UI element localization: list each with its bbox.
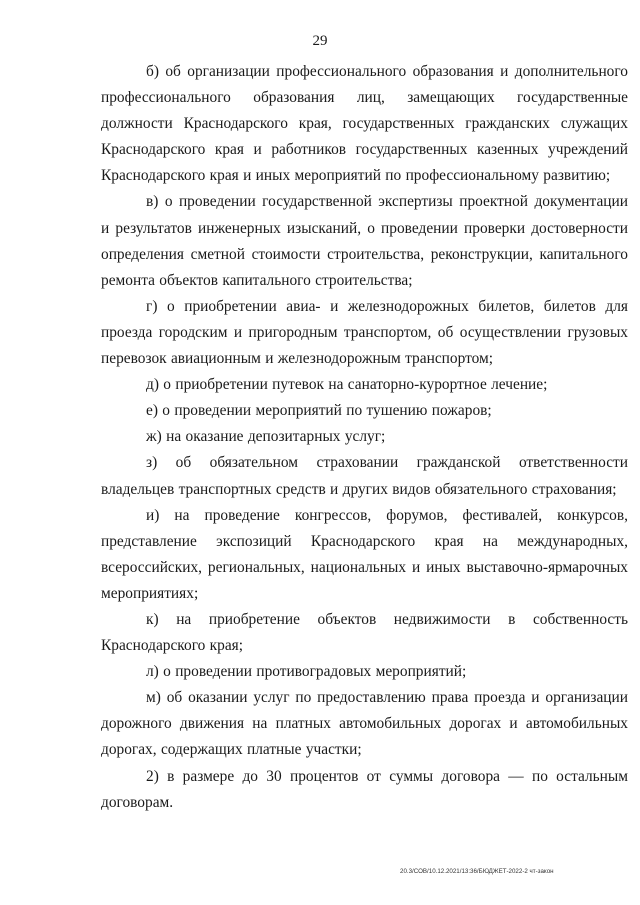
paragraph-l: л) о проведении противоградовых мероприятий; xyxy=(146,663,467,681)
paragraph-k: к) на приобретение объектов недвижимости в собственность Краснодарского края; xyxy=(101,610,628,655)
paragraph-b: б) об организации профессионального образования и дополнительного профессионального образования лиц, замещающих государственные должности Краснодарского края, государственных гражданских служащих Краснодарского края и работников государственных казенных учреждений Краснодарского края и иных мероприятий по профессиональному развитию; xyxy=(101,63,628,185)
document-body xyxy=(101,59,628,816)
footer-code: 20.3/СОВ/10.12.2021/13:36/БЮДЖЕТ-2022-2 чт-закон xyxy=(400,868,554,875)
paragraph-m: м) об оказании услуг по предоставлению права проезда и организации дорожного движения на платных автомобильных дорогах и автомобильных дорогах, содержащих платные участки; xyxy=(101,689,628,759)
page-number: 29 xyxy=(312,33,328,49)
paragraph-e: е) о проведении мероприятий по тушению пожаров; xyxy=(146,402,492,420)
paragraph-g: г) о приобретении авиа- и железнодорожных билетов, билетов для проезда городским и пригородным транспортом, об осуществлении грузовых перевозок авиационным и железнодорожным транспортом; xyxy=(101,297,628,368)
paragraph-v: в) о проведении государственной экспертизы проектной документации и результатов инженерных изысканий, о проведении проверки достоверности определения сметной стоимости строительства, реконструкции, капитального ремонта объектов капитального строительства; xyxy=(101,193,628,289)
paragraph-2: 2) в размере до 30 процентов от суммы договора — по остальным договорам. xyxy=(101,767,628,811)
paragraph-i: и) на проведение конгрессов, форумов, фестивалей, конкурсов, представление экспозиций Краснодарского края на международных, всероссийских, региональных, национальных и иных выставочно-ярмарочных мероприятиях; xyxy=(101,506,628,602)
paragraph-z: з) об обязательном страховании гражданской ответственности владельцев транспортных средств и других видов обязательного страхования; xyxy=(101,454,628,498)
paragraph-zh: ж) на оказание депозитарных услуг; xyxy=(146,428,386,446)
paragraph-d: д) о приобретении путевок на санаторно-курортное лечение; xyxy=(146,376,548,394)
